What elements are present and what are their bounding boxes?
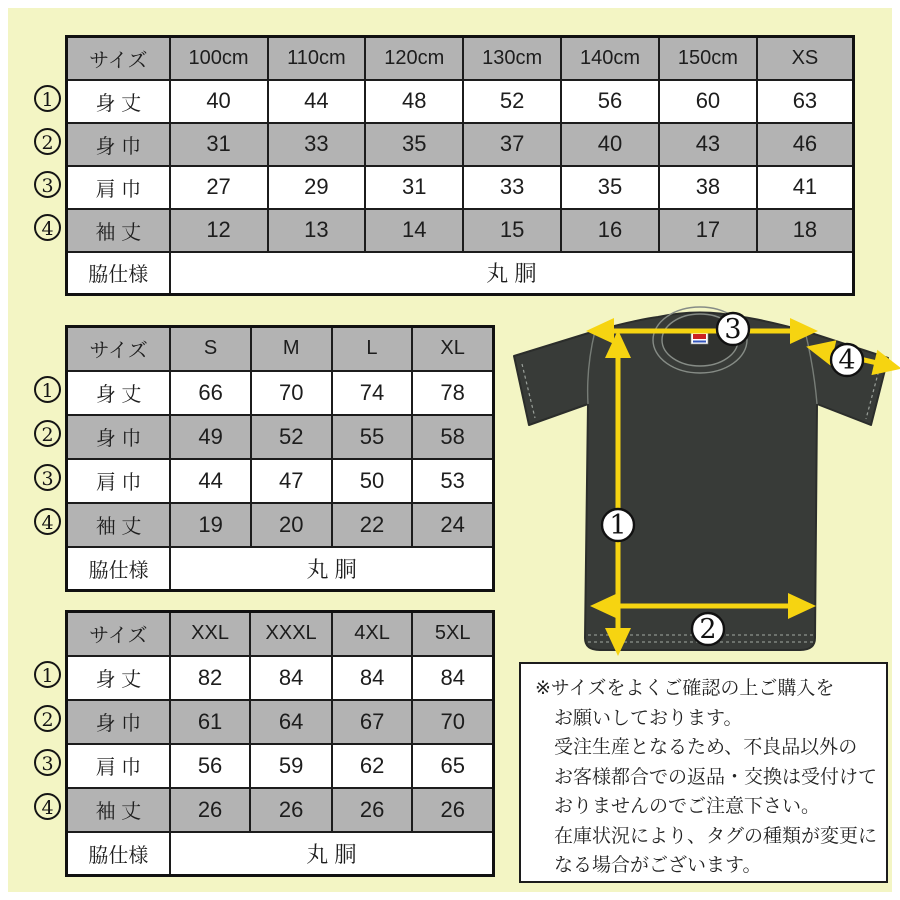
measure-value-cell: 84 <box>332 656 413 700</box>
measure-value-cell: 24 <box>412 503 493 547</box>
note-line: お客様都合での返品・交換は受付けて <box>554 766 878 788</box>
side-spec-value: 丸 胴 <box>170 252 854 295</box>
circled-number-2: 2 <box>34 128 61 155</box>
size-header-row <box>67 37 854 80</box>
size-column-header: S <box>170 327 251 371</box>
measure-value-cell: 50 <box>332 459 413 503</box>
kids-size-table-section <box>25 35 855 293</box>
svg-text:3: 3 <box>724 314 742 345</box>
measure-value-cell: 15 <box>463 209 561 252</box>
marker-circle-2 <box>692 613 724 645</box>
measure-row <box>67 209 854 252</box>
size-column-header: M <box>251 327 332 371</box>
measure-value-cell: 14 <box>365 209 463 252</box>
measure-value-cell: 84 <box>412 656 493 700</box>
measure-row <box>67 415 494 459</box>
measure-value-cell: 56 <box>561 80 659 123</box>
measure-row-label: 袖 丈 <box>67 209 170 252</box>
marker-circle-3 <box>717 313 749 345</box>
circled-number-3: 3 <box>34 464 61 491</box>
measure-value-cell: 58 <box>412 415 493 459</box>
measure-value-cell: 63 <box>757 80 854 123</box>
svg-text:4: 4 <box>838 345 856 376</box>
kids-row-markers <box>25 35 65 293</box>
measure-row-label: 身 巾 <box>67 700 170 744</box>
measure-value-cell: 52 <box>251 415 332 459</box>
measure-value-cell: 33 <box>463 166 561 209</box>
measure-value-cell: 55 <box>332 415 413 459</box>
measure-row <box>67 788 494 832</box>
measure-value-cell: 18 <box>757 209 854 252</box>
measure-value-cell: 12 <box>170 209 268 252</box>
purchase-note-box <box>519 662 888 883</box>
measure-value-cell: 40 <box>170 80 268 123</box>
measure-value-cell: 40 <box>561 123 659 166</box>
measure-value-cell: 27 <box>170 166 268 209</box>
adult-size-table <box>65 325 495 592</box>
measure-value-cell: 67 <box>332 700 413 744</box>
measure-row <box>67 656 494 700</box>
measure-row <box>67 80 854 123</box>
side-spec-row <box>67 832 494 876</box>
measure-value-cell: 46 <box>757 123 854 166</box>
circled-number-2: 2 <box>34 420 61 447</box>
measure-value-cell: 29 <box>268 166 366 209</box>
measure-value-cell: 17 <box>659 209 757 252</box>
measure-value-cell: 31 <box>365 166 463 209</box>
measure-row-label: 身 巾 <box>67 415 171 459</box>
measure-value-cell: 64 <box>250 700 331 744</box>
measure-value-cell: 44 <box>170 459 251 503</box>
measure-value-cell: 44 <box>268 80 366 123</box>
measure-value-cell: 35 <box>365 123 463 166</box>
size-column-header: 150cm <box>659 37 757 80</box>
measure-row-label: 肩 巾 <box>67 744 170 788</box>
adult-size-table-section <box>25 325 495 589</box>
measure-value-cell: 43 <box>659 123 757 166</box>
measure-row-label: 身 丈 <box>67 656 170 700</box>
side-spec-value: 丸 胴 <box>170 832 494 876</box>
size-column-header: XXL <box>170 612 251 656</box>
measure-row <box>67 744 494 788</box>
size-column-header: 110cm <box>268 37 366 80</box>
size-column-header: XXXL <box>250 612 331 656</box>
size-column-header: 100cm <box>170 37 268 80</box>
measure-row-label: 身 丈 <box>67 371 171 415</box>
measure-value-cell: 74 <box>332 371 413 415</box>
measure-value-cell: 82 <box>170 656 251 700</box>
size-header-label: サイズ <box>67 37 170 80</box>
size-column-header: 5XL <box>412 612 493 656</box>
note-line: おりませんのでご注意下さい。 <box>554 796 821 817</box>
circled-number-1: 1 <box>34 376 61 403</box>
circled-number-4: 4 <box>34 793 61 820</box>
measure-value-cell: 35 <box>561 166 659 209</box>
measure-row <box>67 700 494 744</box>
note-line: お願いしております。 <box>554 707 743 729</box>
measure-row <box>67 503 494 547</box>
size-header-label: サイズ <box>67 612 170 656</box>
measure-value-cell: 66 <box>170 371 251 415</box>
size-column-header: 140cm <box>561 37 659 80</box>
circled-number-1: 1 <box>34 85 61 112</box>
measure-value-cell: 84 <box>250 656 331 700</box>
measure-value-cell: 41 <box>757 166 854 209</box>
tshirt-measurement-diagram <box>500 298 900 660</box>
measure-value-cell: 48 <box>365 80 463 123</box>
circled-number-4: 4 <box>34 508 61 535</box>
measure-row-label: 肩 巾 <box>67 166 170 209</box>
measure-value-cell: 26 <box>332 788 413 832</box>
note-line: ※サイズをよくご確認の上ご購入を <box>535 678 835 699</box>
side-spec-value: 丸 胴 <box>170 547 493 591</box>
size-header-label: サイズ <box>67 327 171 371</box>
side-spec-row <box>67 252 854 295</box>
measure-value-cell: 62 <box>332 744 413 788</box>
circled-number-3: 3 <box>34 749 61 776</box>
size-column-header: XL <box>412 327 493 371</box>
measure-value-cell: 53 <box>412 459 493 503</box>
side-spec-label: 脇仕様 <box>67 252 170 295</box>
big-size-table <box>65 610 495 877</box>
measure-row <box>67 123 854 166</box>
measure-value-cell: 52 <box>463 80 561 123</box>
measure-value-cell: 22 <box>332 503 413 547</box>
side-spec-label: 脇仕様 <box>67 547 171 591</box>
measure-value-cell: 65 <box>412 744 493 788</box>
size-column-header: 4XL <box>332 612 413 656</box>
size-column-header: 120cm <box>365 37 463 80</box>
size-header-row <box>67 327 494 371</box>
measure-value-cell: 37 <box>463 123 561 166</box>
circled-number-2: 2 <box>34 705 61 732</box>
measure-value-cell: 33 <box>268 123 366 166</box>
measure-value-cell: 47 <box>251 459 332 503</box>
adult-row-markers <box>25 325 65 589</box>
measure-value-cell: 49 <box>170 415 251 459</box>
brand-tag <box>691 332 708 344</box>
size-column-header: XS <box>757 37 854 80</box>
measure-row <box>67 459 494 503</box>
note-line: 在庫状況により、タグの種類が変更に <box>554 825 878 847</box>
measure-value-cell: 26 <box>412 788 493 832</box>
circled-number-3: 3 <box>34 171 61 198</box>
side-spec-label: 脇仕様 <box>67 832 170 876</box>
note-line: 受注生産となるため、不良品以外の <box>554 737 858 758</box>
measure-value-cell: 78 <box>412 371 493 415</box>
measure-row-label: 袖 丈 <box>67 503 171 547</box>
size-column-header: L <box>332 327 413 371</box>
big-size-table-section <box>25 610 495 874</box>
svg-text:1: 1 <box>609 510 627 541</box>
measure-value-cell: 61 <box>170 700 251 744</box>
circled-number-1: 1 <box>34 661 61 688</box>
measure-value-cell: 26 <box>250 788 331 832</box>
measure-row <box>67 371 494 415</box>
kids-size-table <box>65 35 855 296</box>
size-column-header: 130cm <box>463 37 561 80</box>
measure-value-cell: 59 <box>250 744 331 788</box>
measure-value-cell: 70 <box>412 700 493 744</box>
measure-value-cell: 13 <box>268 209 366 252</box>
measure-value-cell: 56 <box>170 744 251 788</box>
measure-row <box>67 166 854 209</box>
measure-value-cell: 19 <box>170 503 251 547</box>
marker-circle-1 <box>602 509 634 541</box>
measure-value-cell: 60 <box>659 80 757 123</box>
measure-value-cell: 38 <box>659 166 757 209</box>
measure-value-cell: 20 <box>251 503 332 547</box>
size-header-row <box>67 612 494 656</box>
circled-number-4: 4 <box>34 214 61 241</box>
measure-value-cell: 31 <box>170 123 268 166</box>
note-line: なる場合がございます。 <box>554 855 762 876</box>
marker-circle-4 <box>831 344 863 376</box>
measure-row-label: 袖 丈 <box>67 788 170 832</box>
measure-row-label: 身 巾 <box>67 123 170 166</box>
measure-value-cell: 26 <box>170 788 251 832</box>
measure-value-cell: 70 <box>251 371 332 415</box>
measure-row-label: 身 丈 <box>67 80 170 123</box>
big-row-markers <box>25 610 65 874</box>
side-spec-row <box>67 547 494 591</box>
measure-value-cell: 16 <box>561 209 659 252</box>
measure-row-label: 肩 巾 <box>67 459 171 503</box>
svg-text:2: 2 <box>699 614 717 645</box>
